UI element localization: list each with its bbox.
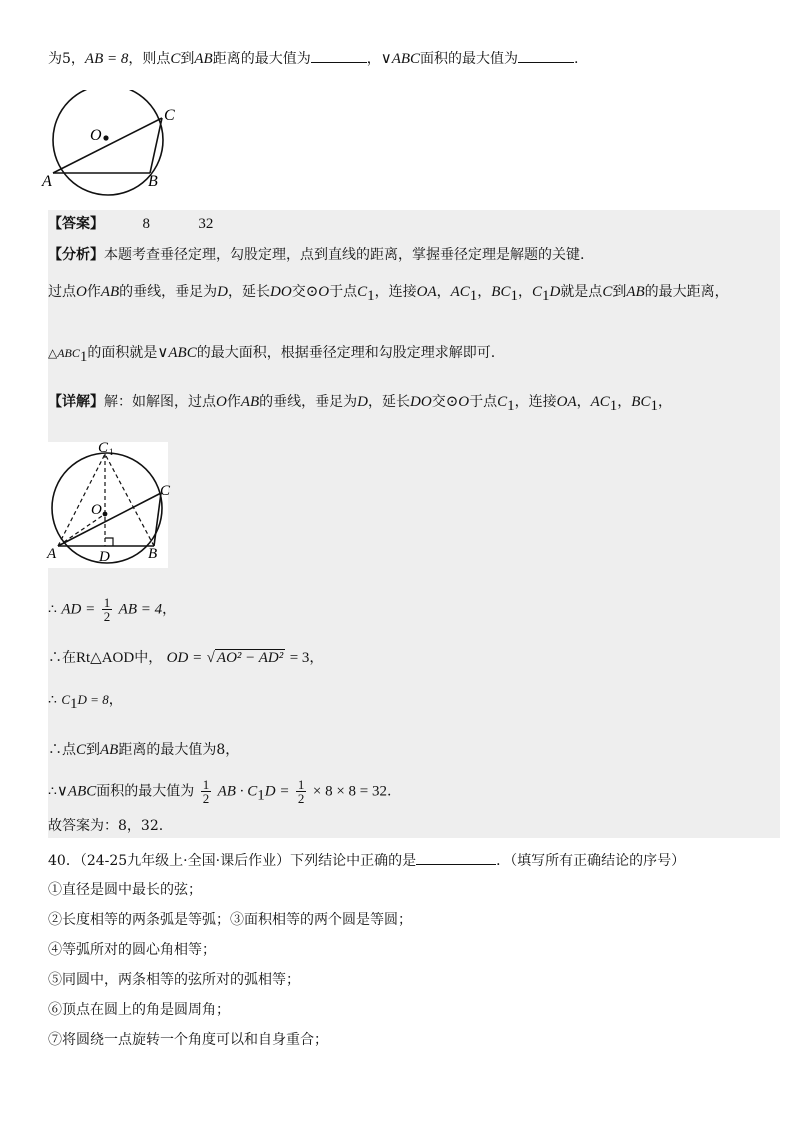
segment-bc <box>150 118 162 173</box>
math-ab: AB <box>626 284 645 300</box>
math-ab: AB <box>100 742 119 758</box>
text: ， <box>108 692 123 708</box>
answer-line <box>48 214 213 234</box>
detail-label: 【详解】 <box>48 394 104 410</box>
text: 解：如解图，过点 <box>104 394 216 410</box>
analysis-line-1 <box>48 245 584 265</box>
math-d: D <box>217 284 229 300</box>
intro-text: 到 <box>180 51 195 67</box>
step-2: ∴在Rt△AOD中， OD = √ AO² − AD² = 3， <box>48 650 324 666</box>
step-1 <box>48 596 176 623</box>
denominator: 2 <box>297 791 305 806</box>
option-4 <box>48 940 216 960</box>
intro-text: 距离的最大值为 <box>212 51 311 67</box>
text: 的最大距离， <box>644 284 729 300</box>
text: ，延长 <box>368 394 411 410</box>
math-c: C <box>76 742 87 758</box>
denominator: 2 <box>202 791 210 806</box>
option-text: ④等弧所对的圆心角相等； <box>48 942 216 958</box>
center-point <box>103 512 108 517</box>
label-c1: C <box>98 440 109 456</box>
option-text: ⑦将圆绕一点旋转一个角度可以和自身重合； <box>48 1032 328 1048</box>
fraction-half <box>201 778 212 805</box>
question-number: 40． <box>48 853 80 869</box>
math-c1d: C <box>531 284 542 300</box>
answer-blank[interactable] <box>416 850 496 865</box>
text: ， <box>576 394 591 410</box>
option-1 <box>48 880 202 900</box>
math-ab-c1: AB · C <box>217 783 258 800</box>
text: ， <box>617 394 632 410</box>
text: 的垂线，垂足为 <box>119 284 218 300</box>
text: 交 <box>291 284 306 300</box>
text: 于点 <box>469 394 498 410</box>
label-c1-subscript: 1 <box>109 447 114 457</box>
analysis-line-3: $\triangle ABC_1$的面积就是∨ABC的最大面积，根据垂径定理和勾股定理求解即可. <box>48 345 496 365</box>
math-d: D = <box>264 783 290 800</box>
text: 中， <box>134 650 163 666</box>
math-ab: AB <box>100 284 120 300</box>
text: 的面积就是 <box>87 345 158 361</box>
segment-bc <box>154 493 161 546</box>
therefore-symbol: ∴ <box>48 601 57 618</box>
text: ， <box>657 394 672 410</box>
math-triangle-abc: ∨ABC <box>157 345 197 361</box>
label-a: A <box>47 546 57 562</box>
math-equals-3: = 3 <box>289 650 310 666</box>
math-oa: OA <box>556 394 577 410</box>
question-source: （24-25九年级上·全国·课后作业） <box>79 853 291 869</box>
label-a: A <box>42 173 52 190</box>
text: 于点 <box>329 284 358 300</box>
text: ， <box>517 284 532 300</box>
option-text: ⑤同圆中，两条相等的弦所对的弧相等； <box>48 972 300 988</box>
answer-blank-2[interactable] <box>518 48 574 63</box>
math-bc1: BC <box>491 284 511 300</box>
question-40 <box>48 850 685 871</box>
math-ab: AB <box>194 51 213 67</box>
math-ab-4: AB = 4 <box>118 601 163 618</box>
math-ad: AD = <box>61 601 96 618</box>
math-triangle-abc: ∨ABC <box>380 51 421 67</box>
label-b: B <box>148 546 158 562</box>
question-text: 下列结论中正确的是 <box>290 853 417 869</box>
math-d: D <box>549 284 561 300</box>
text: ，连接 <box>374 284 417 300</box>
text: 就是点 <box>560 284 603 300</box>
step-4 <box>48 740 239 760</box>
intro-text: ，则点 <box>128 51 171 67</box>
math-c: C <box>602 284 613 300</box>
math-radicand: AO² − AD² <box>216 650 284 666</box>
label-b: B <box>148 173 158 190</box>
math-c1: C <box>357 284 368 300</box>
denominator: 2 <box>103 609 111 624</box>
text: . <box>387 783 392 800</box>
intro-text: 面积的最大值为 <box>420 51 519 67</box>
label-c: C <box>160 483 171 499</box>
math-d-8: D = 8 <box>77 692 109 707</box>
answer-value-1: 8 <box>142 216 150 232</box>
text: ，连接 <box>514 394 557 410</box>
final-answer <box>48 816 163 836</box>
text: 到 <box>86 742 101 758</box>
text: ， <box>477 284 492 300</box>
analysis-label: 【分析】 <box>48 247 104 263</box>
text: ， <box>309 650 324 666</box>
label-c: C <box>164 107 175 124</box>
intro-line <box>48 48 578 69</box>
math-circle-o: ⊙O <box>305 284 330 300</box>
label-o: O <box>90 127 102 144</box>
math-circle-o: ⊙O <box>445 394 470 410</box>
answer-value-2: 32 <box>198 216 214 232</box>
math-c1: C <box>61 692 71 707</box>
answer-blank-1[interactable] <box>311 48 367 63</box>
math-do: DO <box>410 394 432 410</box>
text: 作 <box>226 394 241 410</box>
step-5: ∴∨ABC面积的最大值为 $\frac{1}{2}$ AB · $C_1D$ = $\frac{1}{2}$ × 8 × 8 = 32. <box>48 777 392 806</box>
step-3: ∴ $C_1D = 8$， <box>48 692 123 712</box>
math-rt-aod: Rt△AOD <box>76 650 135 666</box>
text: 的最大面积，根据垂径定理和勾股定理求解即可. <box>196 345 496 361</box>
circle-o <box>53 90 163 195</box>
option-2-3 <box>48 910 412 930</box>
math-ac1: AC <box>450 284 470 300</box>
text: ， <box>162 601 177 618</box>
center-point <box>103 135 108 140</box>
math-do: DO <box>270 284 292 300</box>
option-text: ②长度相等的两条弧是等弧；③面积相等的两个圆是等圆； <box>48 912 412 928</box>
math-product: × 8 × 8 = 32 <box>312 783 387 800</box>
segment-ac1 <box>58 454 105 546</box>
therefore-symbol: ∴ <box>48 783 57 800</box>
intro-text: ， <box>366 51 381 67</box>
math-c: C <box>170 51 181 67</box>
math-o: O <box>216 394 227 410</box>
numerator: 1 <box>297 777 305 792</box>
label-o: O <box>91 502 102 518</box>
fraction-half <box>102 596 113 623</box>
text: ∴点 <box>48 742 76 758</box>
option-7 <box>48 1030 328 1050</box>
text: ∴在 <box>48 650 76 666</box>
intro-text: 为5， <box>48 51 85 67</box>
math-bc1: BC <box>631 394 651 410</box>
segment-oa <box>58 514 105 546</box>
math-ac1: AC <box>590 394 610 410</box>
figure-circle-1 <box>38 90 178 200</box>
option-text: ⑥顶点在圆上的角是圆周角； <box>48 1002 230 1018</box>
math-o: O <box>76 284 87 300</box>
analysis-line-2: 过点O作AB的垂线，垂足为D，延长DO交⊙O于点$C_1$，连接OA，$AC_1$，$BC_1$，$C_1D$就是点C到AB的最大距离， <box>48 284 729 304</box>
detail-line: 【详解】解：如解图，过点O作AB的垂线，垂足为D，延长DO交⊙O于点$C_1$，连接OA，$AC_1$，$BC_1$， <box>48 394 672 414</box>
text: 过点 <box>48 284 76 300</box>
segment-ac <box>53 118 162 173</box>
text: 到 <box>612 284 627 300</box>
question-instruction: ．（填写所有正确结论的序号） <box>496 853 686 869</box>
fraction-half <box>296 778 307 805</box>
label-d: D <box>99 549 110 565</box>
option-5 <box>48 970 300 990</box>
option-text: ①直径是圆中最长的弦； <box>48 882 202 898</box>
math-oa: OA <box>416 284 437 300</box>
analysis-text: 本题考查垂径定理，勾股定理，点到直线的距离，掌握垂径定理是解题的关键. <box>104 247 585 263</box>
final-answer-text: 故答案为：8，32. <box>48 818 164 834</box>
text: 作 <box>86 284 101 300</box>
right-angle-mark <box>105 538 113 546</box>
text: ， <box>436 284 451 300</box>
numerator: 1 <box>103 595 111 610</box>
text: 距离的最大值为8， <box>118 742 240 758</box>
therefore-symbol: ∴ <box>48 692 57 708</box>
option-6 <box>48 1000 230 1020</box>
math-ab: AB <box>240 394 260 410</box>
answer-label: 【答案】 <box>48 216 104 232</box>
text: 交 <box>431 394 446 410</box>
math-d: D <box>357 394 369 410</box>
text: 面积的最大值为 <box>96 783 195 800</box>
numerator: 1 <box>202 777 210 792</box>
math-ab-8: AB = 8 <box>84 51 129 67</box>
intro-text: . <box>574 51 579 67</box>
figure-circle-2 <box>44 440 174 570</box>
math-od: OD = <box>166 650 203 666</box>
math-triangle-abc: ∨ABC <box>56 783 97 800</box>
math-triangle-abc1: △ABC <box>48 346 80 360</box>
text: ，延长 <box>228 284 271 300</box>
math-c1: C <box>497 394 508 410</box>
text: 的垂线，垂足为 <box>259 394 358 410</box>
